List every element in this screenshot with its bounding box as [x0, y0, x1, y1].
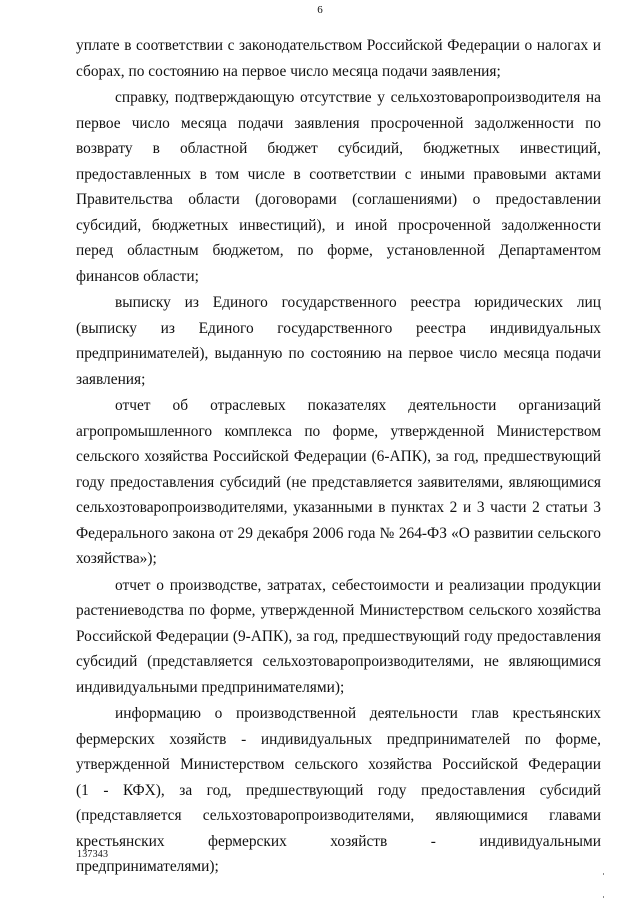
paragraph-6-apk-report: отчет об отраслевых показателях деятельности организаций агропромышленного комплекса по форме, утвержденной Министерством сельского хозяйства Российской Федерации (6-АПК), за год, предшествующий году предоставления субсидий (не представляется заявителями, являющимися сельхозтоваропроизводителями, указанными в пунктах 2 и 3 части 2 статьи 3 Федерального закона от 29 декабря 2006 года № 264-ФЗ «О развитии сельского хозяйства»); — [76, 397, 601, 567]
paragraph-1-kfh-information: информацию о производственной деятельности глав крестьянских фермерских хозяйств - индивидуальных предпринимателей по форме, утвержденной Министерством сельского хозяйства Российской Федерации (1 - КФХ), за год, предшествующий году предоставления субсидий (представляется сельхозтоваропроизводителями, являющимися главами крестьянских фермерских хозяйств - индивидуальными предпринимателями); — [76, 705, 601, 875]
document-code: 137343 — [77, 849, 109, 860]
page-number: 6 — [317, 4, 323, 16]
document-body — [76, 33, 601, 880]
paragraph-9-apk-report: отчет о производстве, затратах, себестоимости и реализации продукции растениеводства по форме, утвержденной Министерством сельского хозяйства Российской Федерации (9-АПК), за год, предшествующий году предоставления субсидий (представляется сельхозтоваропроизводителями, не являющимися индивидуальными предпринимателями); — [76, 576, 601, 696]
scan-speck — [603, 896, 604, 898]
paragraph-budget-debt-certificate: справку, подтверждающую отсутствие у сельхозтоваропроизводителя на первое число месяца подачи заявления просроченной задолженности по возврату в областной бюджет субсидий, бюджетных инвестиций, предоставленных в том числе в соответствии с иными правовыми актами Правительства области (договорами (соглашениями) о предоставлении субсидий, бюджетных инвестиций), и иной просроченной задолженности перед областным бюджетом, по форме, установленной Департаментом финансов области; — [76, 89, 601, 285]
paragraph-registry-extract: выписку из Единого государственного реестра юридических лиц (выписку из Единого государственного реестра индивидуальных предпринимателей), выданную по состоянию на первое число месяца подачи заявления; — [76, 294, 601, 388]
paragraph-tax-arrears-continued: уплате в соответствии с законодательством Российской Федерации о налогах и сборах, по состоянию на первое число месяца подачи заявления; — [76, 37, 601, 80]
scan-speck — [603, 873, 604, 875]
